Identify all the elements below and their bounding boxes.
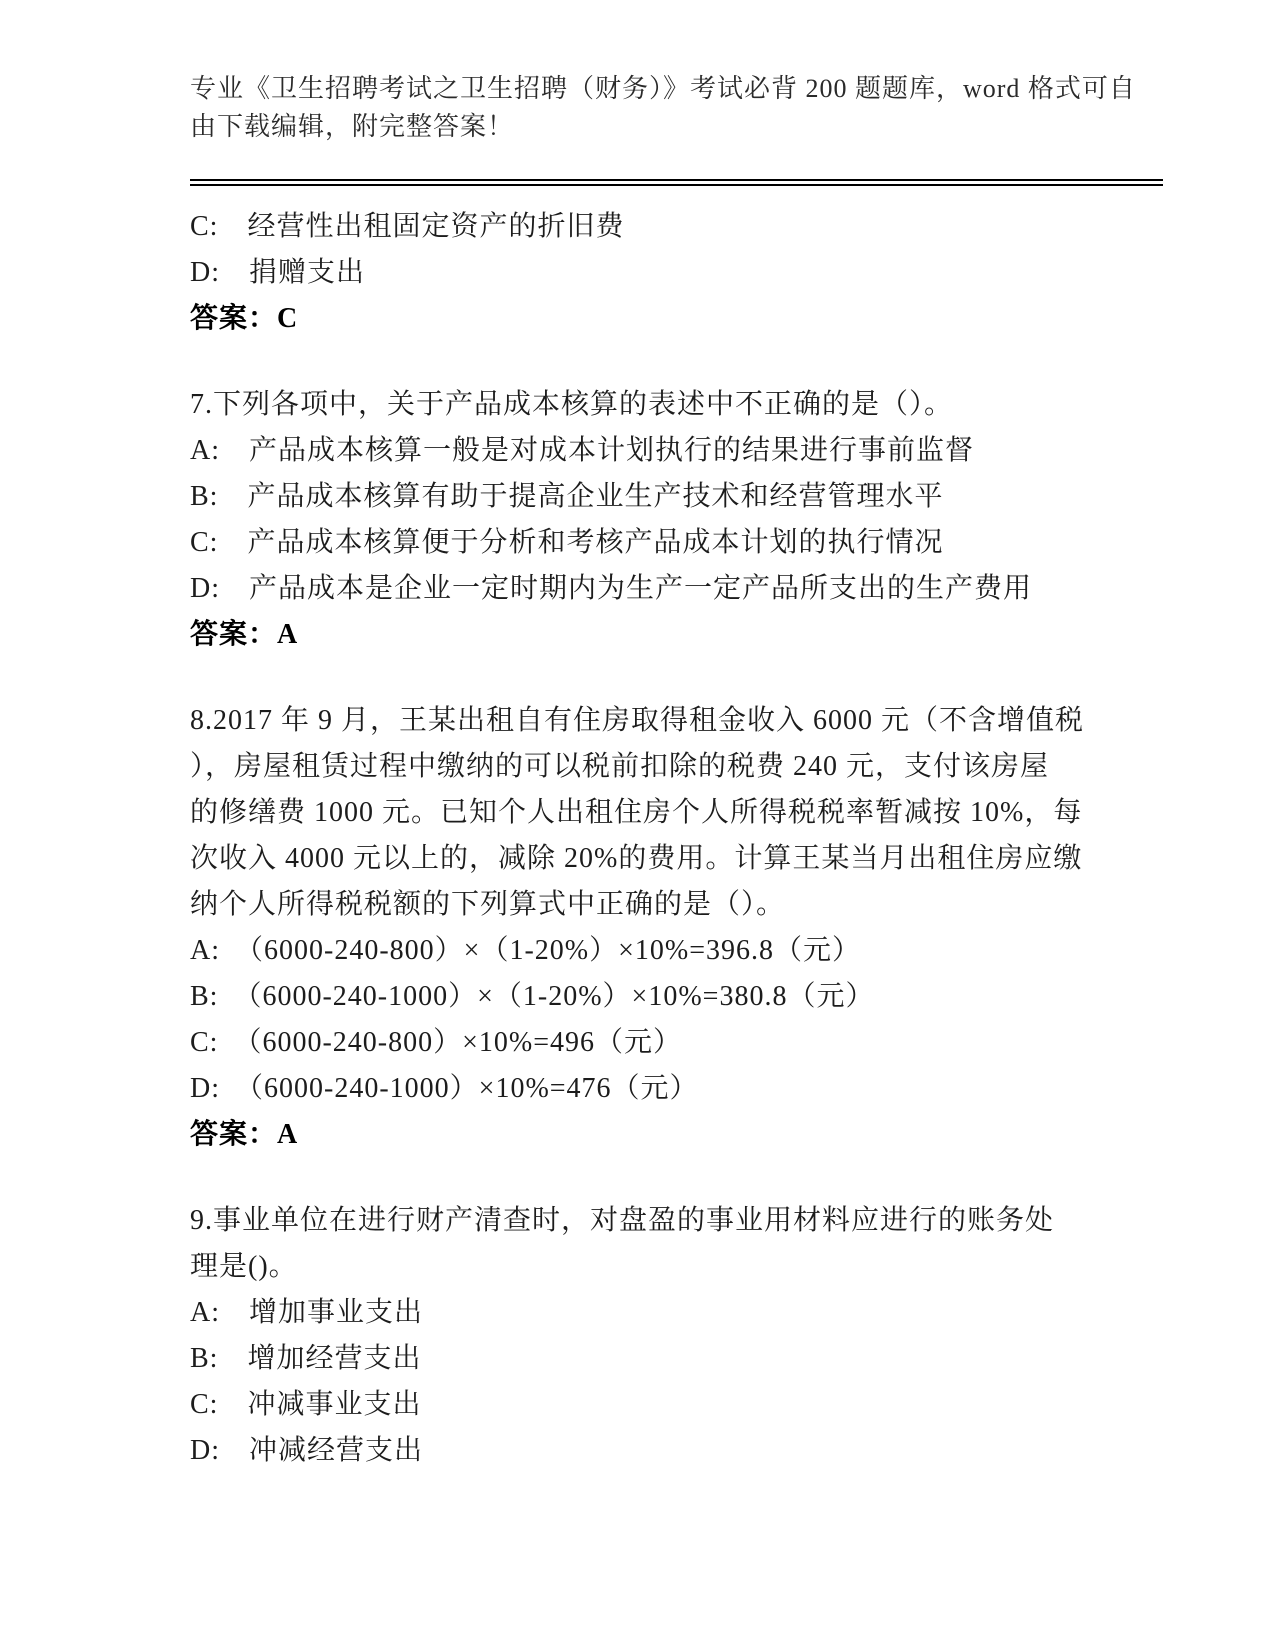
question-7-title: 7.下列各项中，关于产品成本核算的表述中不正确的是（）。	[190, 389, 954, 420]
question-7	[190, 382, 1163, 658]
document-body	[190, 186, 1163, 1474]
question-7-answer: 答案：A	[190, 619, 299, 650]
header-line-1: 专业《卫生招聘考试之卫生招聘（财务）》考试必背 200 题题库，word 格式可自	[190, 74, 1136, 103]
question-8-text-line-4: 次收入 4000 元以上的，减除 20%的费用。计算王某当月出租住房应缴	[190, 843, 1083, 874]
question-9-option-c: C: 冲减事业支出	[190, 1389, 422, 1420]
question-9-option-b: B: 增加经营支出	[190, 1343, 422, 1374]
question-7-option-c: C: 产品成本核算便于分析和考核产品成本计划的执行情况	[190, 527, 944, 558]
question-9-title-line-1: 9.事业单位在进行财产清查时，对盘盈的事业用材料应进行的账务处	[190, 1205, 1055, 1236]
question-7-option-a: A: 产品成本核算一般是对成本计划执行的结果进行事前监督	[190, 435, 975, 466]
question-7-option-d: D: 产品成本是企业一定时期内为生产一定产品所支出的生产费用	[190, 573, 1033, 604]
question-9-title-line-2: 理是()。	[190, 1251, 298, 1282]
question-6-option-d: D: 捐赠支出	[190, 257, 366, 288]
question-8	[190, 698, 1163, 1158]
question-9-option-d: D: 冲减经营支出	[190, 1435, 424, 1466]
question-8-text-line-5: 纳个人所得税税额的下列算式中正确的是（）。	[190, 889, 786, 920]
question-6-answer: 答案：C	[190, 303, 299, 334]
question-8-text-line-1: 8.2017 年 9 月，王某出租自有住房取得租金收入 6000 元（不含增值税	[190, 705, 1085, 736]
header-rule	[190, 179, 1163, 186]
question-7-option-b: B: 产品成本核算有助于提高企业生产技术和经营管理水平	[190, 481, 944, 512]
question-9	[190, 1198, 1163, 1474]
question-8-option-a: A: （6000-240-800）×（1-20%）×10%=396.8（元）	[190, 935, 861, 966]
header-line-2: 由下载编辑，附完整答案！	[190, 112, 515, 141]
question-6-continued	[190, 204, 1163, 342]
question-8-option-b: B: （6000-240-1000）×（1-20%）×10%=380.8（元）	[190, 981, 875, 1012]
question-6-option-c: C: 经营性出租固定资产的折旧费	[190, 211, 625, 242]
page-header	[190, 70, 1163, 146]
question-8-option-c: C: （6000-240-800）×10%=496（元）	[190, 1027, 683, 1058]
question-8-text-line-2: ），房屋租赁过程中缴纳的可以税前扣除的税费 240 元，支付该房屋	[190, 751, 1050, 782]
question-9-option-a: A: 增加事业支出	[190, 1297, 424, 1328]
question-8-text-line-3: 的修缮费 1000 元。已知个人出租住房个人所得税税率暂减按 10%，每	[190, 797, 1083, 828]
question-8-option-d: D: （6000-240-1000）×10%=476（元）	[190, 1073, 699, 1104]
question-8-answer: 答案：A	[190, 1119, 299, 1150]
